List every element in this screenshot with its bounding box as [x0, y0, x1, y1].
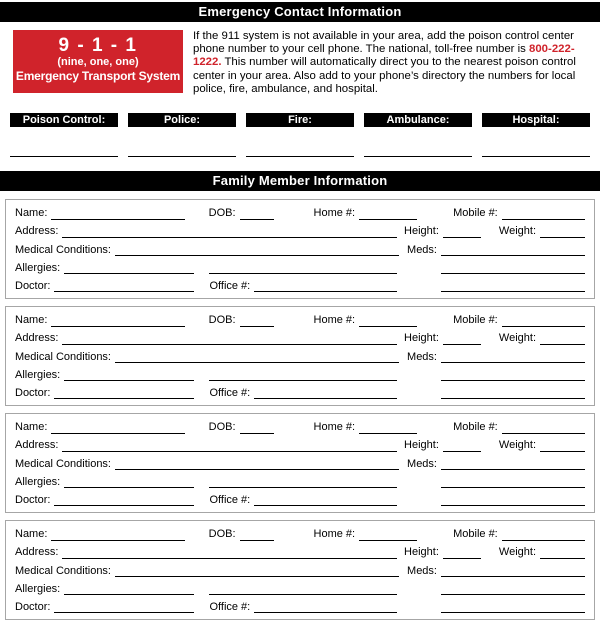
mobile-phone-label: Mobile #: [453, 314, 498, 327]
name-label: Name: [15, 314, 48, 327]
family-member-card [5, 306, 595, 406]
dob-label: DOB: [208, 528, 236, 541]
medical-conditions-blank-line [115, 362, 399, 363]
meds-extra-blank-line [441, 380, 585, 381]
name-label: Name: [15, 421, 48, 434]
name-blank-line [51, 326, 184, 327]
office-phone-blank-line [254, 505, 397, 506]
medical-conditions-label: Medical Conditions: [15, 350, 111, 363]
emergency-number-words: (nine, one, one) [57, 56, 139, 68]
contact-blank-line [10, 156, 118, 157]
mobile-phone-blank-line [502, 326, 585, 327]
home-phone-blank-line [359, 219, 417, 220]
office-phone-label: Office #: [209, 386, 251, 399]
emergency-number: 9 - 1 - 1 [58, 35, 138, 56]
height-blank-line [443, 237, 481, 238]
weight-label: Weight: [498, 439, 536, 452]
meds-extra-blank-line [441, 594, 585, 595]
address-blank-line [62, 344, 397, 345]
height-blank-line [443, 558, 481, 559]
meds-label: Meds: [407, 457, 437, 470]
medical-conditions-blank-line [115, 576, 399, 577]
allergies-extra-blank-line [209, 487, 397, 488]
meds-extra-blank-line [441, 291, 585, 292]
home-phone-label: Home #: [313, 314, 356, 327]
contact-label-box [364, 113, 472, 127]
intro-text-after: This number will automatically direct you to the nearest poison control center in your area. Also add to your phone’s directory the numbers for local police, fire, ambulance, and hospital. [193, 56, 576, 95]
dob-blank-line [240, 540, 274, 541]
name-blank-line [51, 433, 184, 434]
contact-label-box [246, 113, 354, 127]
name-label: Name: [15, 528, 48, 541]
mobile-phone-blank-line [502, 540, 585, 541]
weight-blank-line [540, 237, 585, 238]
height-label: Height: [404, 439, 439, 452]
home-phone-blank-line [359, 540, 417, 541]
member-row-identity [15, 204, 585, 222]
mobile-phone-blank-line [502, 219, 585, 220]
family-section-bar [0, 171, 600, 191]
meds-extra-blank-line [441, 273, 585, 274]
allergies-extra-blank-line [209, 594, 397, 595]
family-member-card [5, 199, 595, 299]
medical-conditions-blank-line [115, 255, 399, 256]
allergies-label: Allergies: [15, 582, 61, 595]
meds-blank-line [441, 362, 585, 363]
contact-label: Fire: [288, 114, 312, 127]
office-phone-blank-line [254, 398, 397, 399]
contact-item-ambulance [364, 113, 472, 157]
address-blank-line [62, 558, 397, 559]
meds-blank-line [441, 469, 585, 470]
meds-label: Meds: [407, 350, 437, 363]
member-row-address [15, 543, 585, 561]
medical-conditions-blank-line [115, 469, 399, 470]
address-label: Address: [15, 332, 59, 345]
height-label: Height: [404, 332, 439, 345]
home-phone-label: Home #: [313, 528, 356, 541]
address-label: Address: [15, 439, 59, 452]
address-label: Address: [15, 546, 59, 559]
dob-blank-line [240, 326, 274, 327]
member-row-address [15, 436, 585, 454]
member-row-identity [15, 525, 585, 543]
allergies-blank-line [64, 487, 194, 488]
height-label: Height: [404, 225, 439, 238]
member-row-medical [15, 561, 585, 579]
doctor-blank-line [54, 612, 194, 613]
page-title: Emergency Contact Information [198, 4, 402, 19]
emergency-caption: Emergency Transport System [15, 69, 181, 83]
contact-item-hospital [482, 113, 590, 157]
doctor-label: Doctor: [15, 279, 51, 292]
meds-blank-line [441, 255, 585, 256]
mobile-phone-label: Mobile #: [453, 207, 498, 220]
member-row-doctor [15, 384, 585, 402]
medical-conditions-label: Medical Conditions: [15, 457, 111, 470]
dob-label: DOB: [208, 207, 236, 220]
weight-label: Weight: [498, 546, 536, 559]
contact-item-poison-control [10, 113, 118, 157]
member-row-allergies [15, 580, 585, 598]
family-member-list [0, 199, 600, 620]
weight-blank-line [540, 451, 585, 452]
address-label: Address: [15, 225, 59, 238]
meds-extra-blank-line [441, 487, 585, 488]
meds-extra-blank-line [441, 612, 585, 613]
mobile-phone-label: Mobile #: [453, 421, 498, 434]
weight-blank-line [540, 558, 585, 559]
contact-blank-line [246, 156, 354, 157]
emergency-911-box [13, 30, 183, 93]
weight-label: Weight: [498, 225, 536, 238]
member-row-identity [15, 418, 585, 436]
height-blank-line [443, 451, 481, 452]
contact-blank-line [128, 156, 236, 157]
member-row-medical [15, 240, 585, 258]
intro-text-before: If the 911 system is not available in your area, add the poison control center phone number to your cell phone. The national, toll-free number is [193, 30, 574, 56]
home-phone-label: Home #: [313, 421, 356, 434]
allergies-blank-line [64, 273, 194, 274]
address-blank-line [62, 451, 397, 452]
header-bar [0, 2, 600, 22]
allergies-label: Allergies: [15, 261, 61, 274]
address-blank-line [62, 237, 397, 238]
allergies-extra-blank-line [209, 380, 397, 381]
poison-control-phone-number: 800-222-1222. [193, 43, 575, 69]
contact-label: Hospital: [512, 114, 560, 127]
member-row-address [15, 222, 585, 240]
doctor-label: Doctor: [15, 493, 51, 506]
allergies-blank-line [64, 594, 194, 595]
contact-label: Ambulance: [386, 114, 450, 127]
weight-blank-line [540, 344, 585, 345]
contact-label-box [128, 113, 236, 127]
name-blank-line [51, 219, 184, 220]
meds-label: Meds: [407, 243, 437, 256]
member-row-identity [15, 311, 585, 329]
office-phone-label: Office #: [209, 279, 251, 292]
emergency-contacts-row [10, 113, 590, 157]
member-row-allergies [15, 473, 585, 491]
allergies-blank-line [64, 380, 194, 381]
intro-paragraph [193, 30, 585, 96]
height-blank-line [443, 344, 481, 345]
family-member-card [5, 413, 595, 513]
doctor-label: Doctor: [15, 386, 51, 399]
meds-label: Meds: [407, 564, 437, 577]
mobile-phone-label: Mobile #: [453, 528, 498, 541]
member-row-allergies [15, 259, 585, 277]
dob-blank-line [240, 219, 274, 220]
office-phone-label: Office #: [209, 493, 251, 506]
contact-blank-line [482, 156, 590, 157]
home-phone-blank-line [359, 326, 417, 327]
contact-item-police [128, 113, 236, 157]
medical-conditions-label: Medical Conditions: [15, 564, 111, 577]
meds-extra-blank-line [441, 398, 585, 399]
allergies-label: Allergies: [15, 475, 61, 488]
mobile-phone-blank-line [502, 433, 585, 434]
name-blank-line [51, 540, 184, 541]
contact-item-fire [246, 113, 354, 157]
home-phone-blank-line [359, 433, 417, 434]
contact-blank-line [364, 156, 472, 157]
height-label: Height: [404, 546, 439, 559]
member-row-allergies [15, 366, 585, 384]
medical-conditions-label: Medical Conditions: [15, 243, 111, 256]
contact-label: Police: [163, 114, 201, 127]
member-row-doctor [15, 598, 585, 616]
doctor-blank-line [54, 398, 194, 399]
contact-label: Poison Control: [22, 114, 106, 127]
weight-label: Weight: [498, 332, 536, 345]
member-row-medical [15, 454, 585, 472]
member-row-medical [15, 347, 585, 365]
allergies-label: Allergies: [15, 368, 61, 381]
doctor-label: Doctor: [15, 600, 51, 613]
dob-label: DOB: [208, 314, 236, 327]
meds-extra-blank-line [441, 505, 585, 506]
dob-label: DOB: [208, 421, 236, 434]
dob-blank-line [240, 433, 274, 434]
doctor-blank-line [54, 505, 194, 506]
office-phone-blank-line [254, 291, 397, 292]
contact-label-box [482, 113, 590, 127]
doctor-blank-line [54, 291, 194, 292]
name-label: Name: [15, 207, 48, 220]
member-row-doctor [15, 491, 585, 509]
meds-blank-line [441, 576, 585, 577]
office-phone-blank-line [254, 612, 397, 613]
member-row-address [15, 329, 585, 347]
intro-section [13, 30, 590, 96]
allergies-extra-blank-line [209, 273, 397, 274]
family-member-card [5, 520, 595, 620]
home-phone-label: Home #: [313, 207, 356, 220]
member-row-doctor [15, 277, 585, 295]
family-section-title: Family Member Information [212, 173, 388, 189]
office-phone-label: Office #: [209, 600, 251, 613]
contact-label-box [10, 113, 118, 127]
